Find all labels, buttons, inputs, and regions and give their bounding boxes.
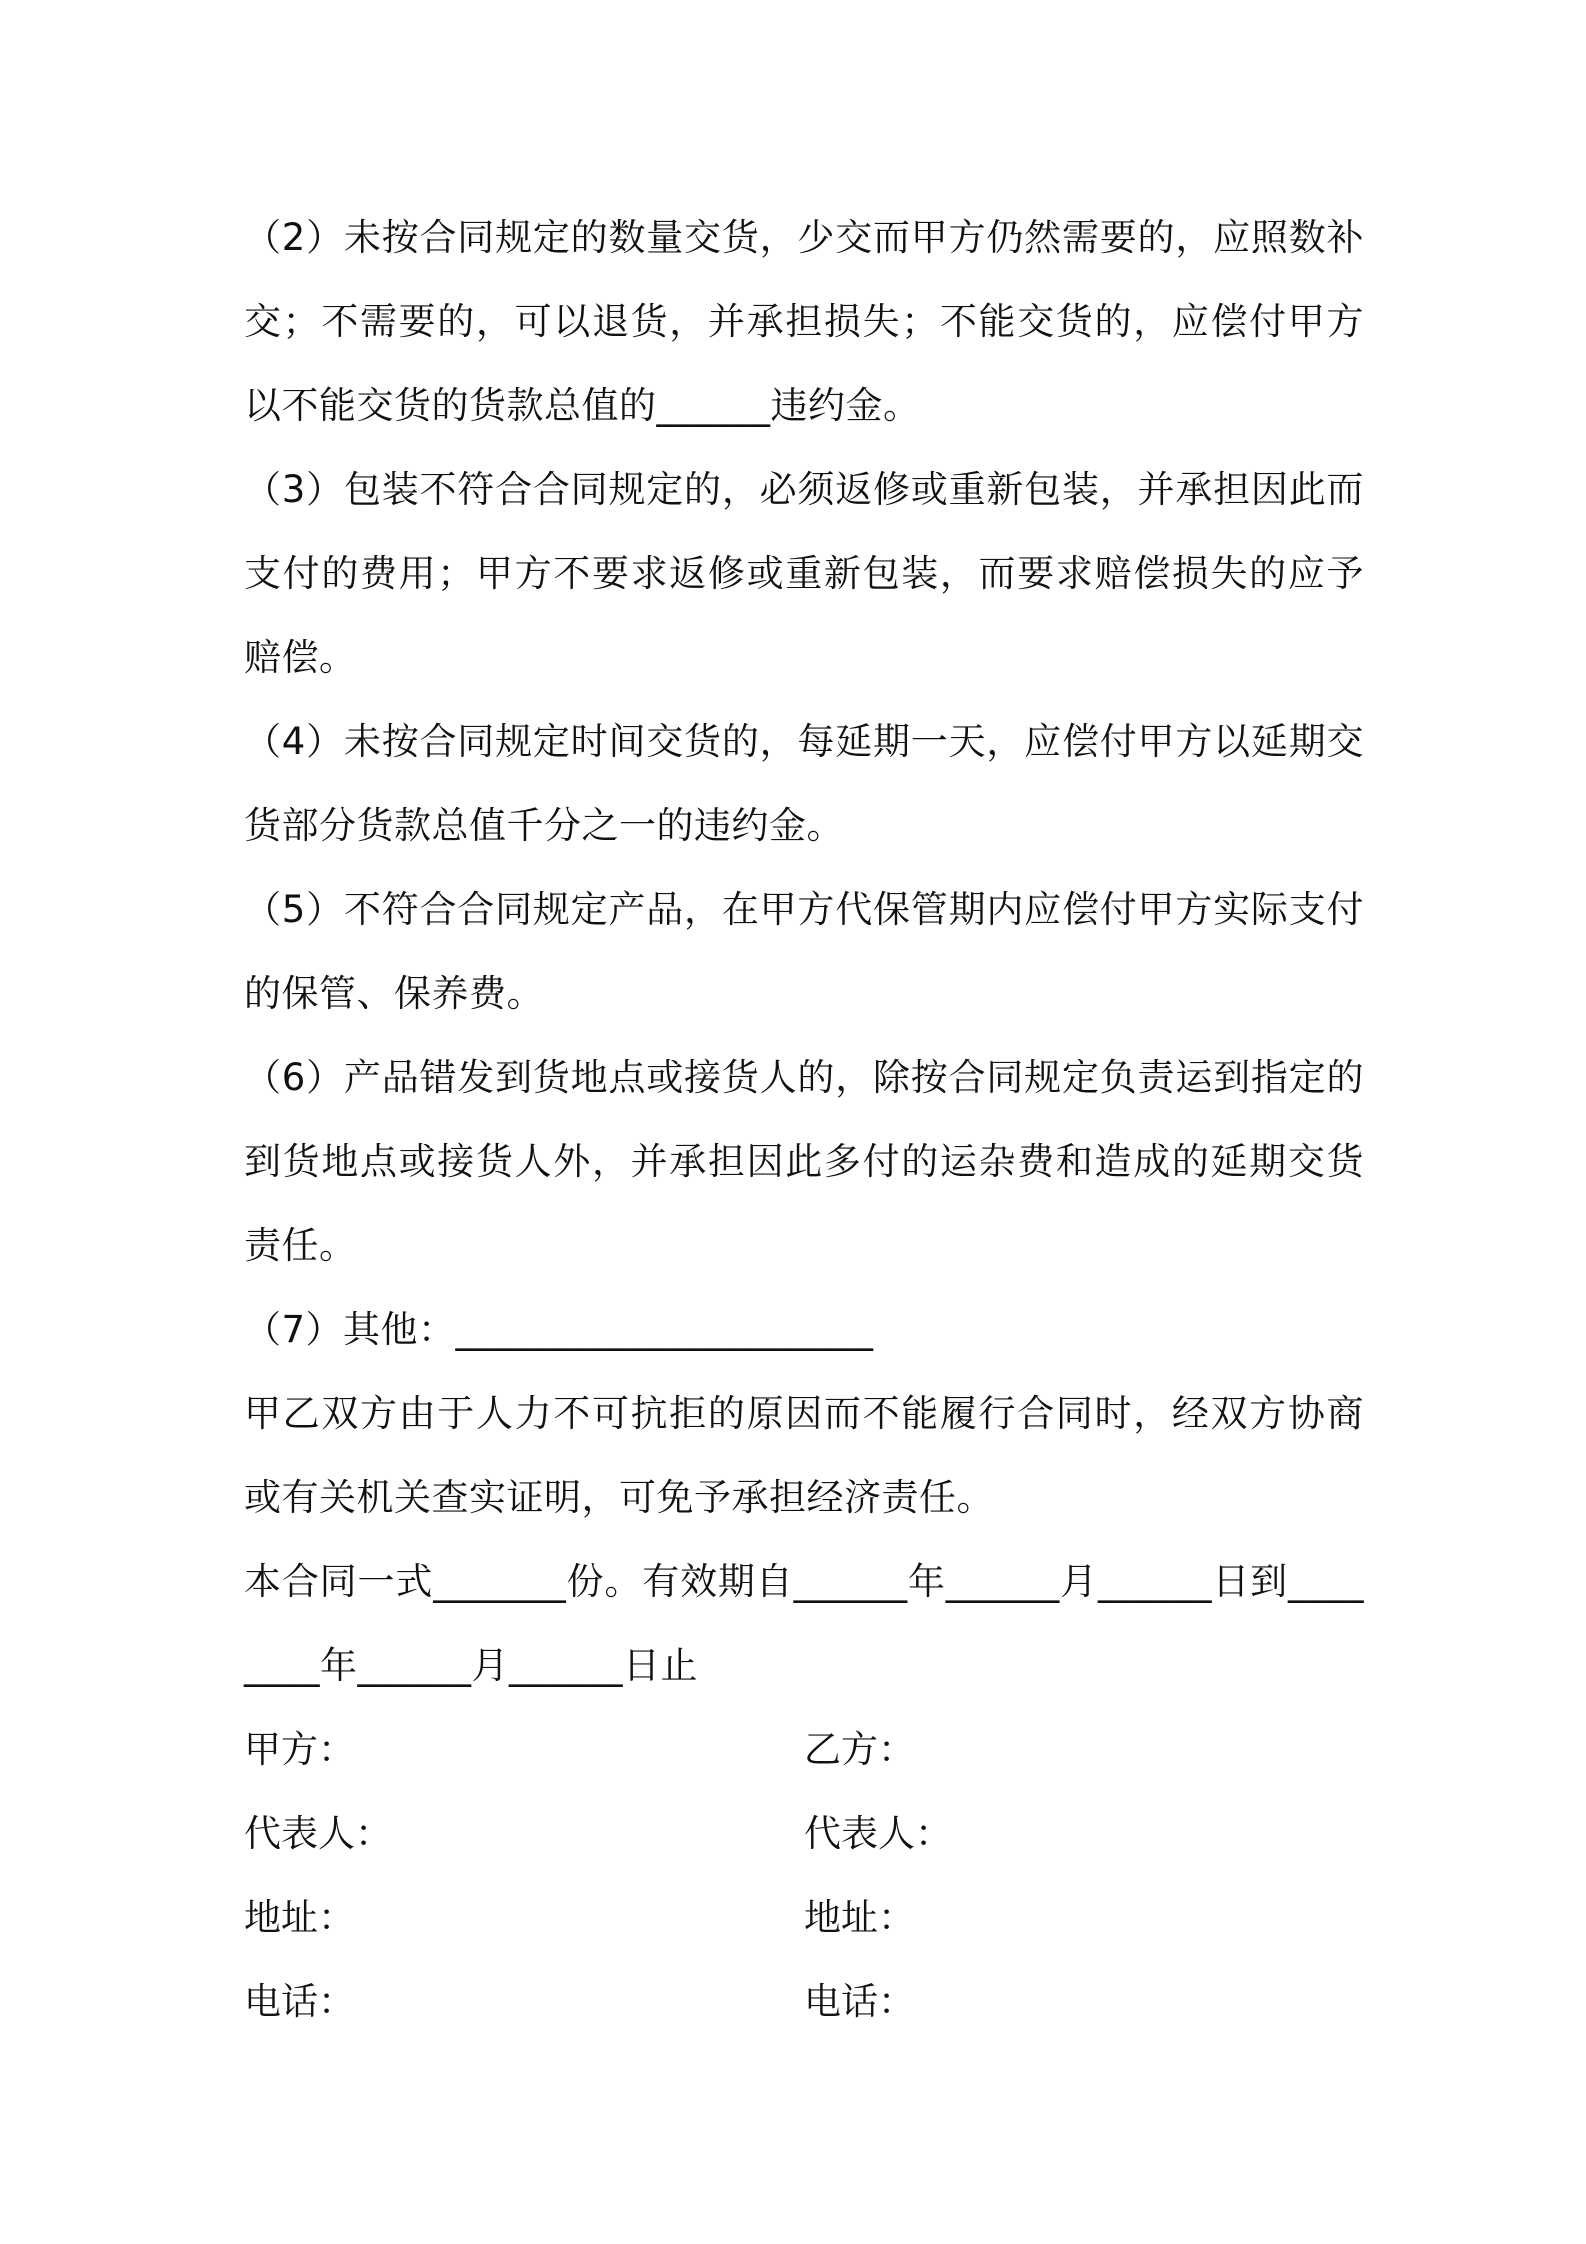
party-a-label: 甲方： (244, 1728, 355, 1771)
signature-row-party (244, 1708, 1364, 1792)
party-a-representative-label: 代表人： (244, 1812, 392, 1855)
clause-4: （4）未按合同规定时间交货的，每延期一天，应偿付甲方以延期交货部分货款总值千分之一的违约金。 (244, 720, 1364, 847)
clause-7: （7）其他：______________________ (244, 1308, 874, 1351)
party-b-representative-label: 代表人： (804, 1812, 952, 1855)
validity-paragraph: 本合同一式_______份。有效期自______年______月______日到________年______月______日止 (244, 1560, 1364, 1687)
contract-page (244, 196, 1364, 2044)
force-majeure-paragraph: 甲乙双方由于人力不可抗拒的原因而不能履行合同时，经双方协商或有关机关查实证明，可免予承担经济责任。 (244, 1392, 1364, 1519)
party-b-address-label: 地址： (804, 1896, 915, 1939)
party-b-phone-label: 电话： (804, 1980, 915, 2023)
signature-row-representative (244, 1792, 1364, 1876)
clause-2: （2）未按合同规定的数量交货，少交而甲方仍然需要的，应照数补交；不需要的，可以退货，并承担损失；不能交货的，应偿付甲方以不能交货的货款总值的______违约金。 (244, 216, 1364, 427)
clause-5: （5）不符合合同规定产品，在甲方代保管期内应偿付甲方实际支付的保管、保养费。 (244, 888, 1364, 1015)
party-a-phone-label: 电话： (244, 1980, 355, 2023)
signature-row-address (244, 1876, 1364, 1960)
party-a-address-label: 地址： (244, 1896, 355, 1939)
clause-3: （3）包装不符合合同规定的，必须返修或重新包装，并承担因此而支付的费用；甲方不要求返修或重新包装，而要求赔偿损失的应予赔偿。 (244, 468, 1364, 679)
clause-6: （6）产品错发到货地点或接货人的，除按合同规定负责运到指定的到货地点或接货人外，并承担因此多付的运杂费和造成的延期交货责任。 (244, 1056, 1364, 1267)
signature-row-phone (244, 1960, 1364, 2044)
party-b-label: 乙方： (804, 1728, 915, 1771)
